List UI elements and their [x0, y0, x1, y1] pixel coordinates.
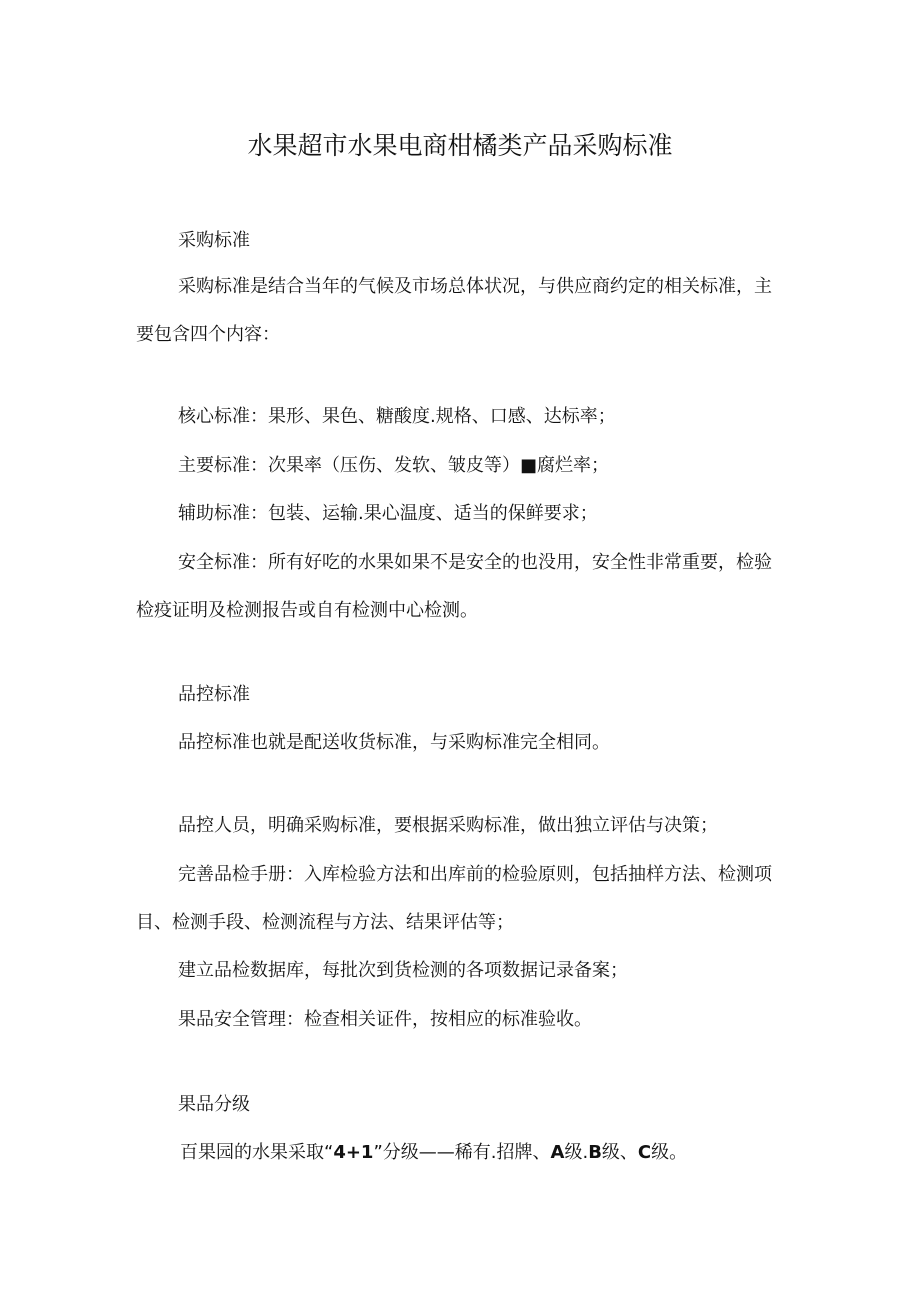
- fruit-safety-management: 果品安全管理：检查相关证件，按相应的标准验收。: [178, 1009, 592, 1030]
- inspection-database: 建立品检数据库，每批次到货检测的各项数据记录备案；: [178, 960, 628, 981]
- section-heading-grading: 果品分级: [178, 1094, 250, 1115]
- inspection-manual-line-2: 目、检测手段、检测流程与方法、结果评估等；: [136, 912, 514, 933]
- auxiliary-standard: 辅助标准：包装、运输.果心温度、适当的保鲜要求；: [178, 503, 598, 524]
- grade-b: B: [588, 1142, 602, 1163]
- grading-text-part: 百果园的水果采取“: [180, 1142, 334, 1163]
- grading-4plus1: 4+1: [333, 1142, 374, 1163]
- section-heading-purchase: 采购标准: [178, 230, 250, 251]
- inspection-manual-line-1: 完善品检手册：入库检验方法和出库前的检验原则，包括抽样方法、检测项: [178, 864, 772, 885]
- safety-standard-line-1: 安全标准：所有好吃的水果如果不是安全的也没用，安全性非常重要，检验: [178, 552, 772, 573]
- purchase-intro-line-2: 要包含四个内容：: [136, 324, 280, 345]
- grading-text-part: ”分级——稀有.招牌、: [373, 1142, 551, 1163]
- purchase-intro-line-1: 采购标准是结合当年的气候及市场总体状况，与供应商约定的相关标准，主: [178, 276, 772, 297]
- safety-standard-line-2: 检疫证明及检测报告或自有检测中心检测。: [136, 600, 478, 621]
- grading-text: [180, 1139, 687, 1167]
- section-heading-quality-control: 品控标准: [178, 684, 250, 705]
- core-standard: 核心标准：果形、果色、糖酸度.规格、口感、达标率；: [178, 406, 616, 427]
- grading-text-part: 级、: [601, 1142, 638, 1163]
- grading-text-part: 级.: [564, 1142, 589, 1163]
- document-title: 水果超市水果电商柑橘类产品采购标准: [247, 131, 673, 160]
- grading-text-part: 级。: [651, 1142, 688, 1163]
- grade-c: C: [637, 1142, 652, 1163]
- quality-control-staff: 品控人员，明确采购标准，要根据采购标准，做出独立评估与决策；: [178, 815, 718, 836]
- grade-a: A: [550, 1142, 565, 1163]
- quality-control-intro: 品控标准也就是配送收货标准，与采购标准完全相同。: [178, 732, 610, 753]
- main-standard: 主要标准：次果率（压伤、发软、皱皮等）■腐烂率；: [178, 455, 610, 476]
